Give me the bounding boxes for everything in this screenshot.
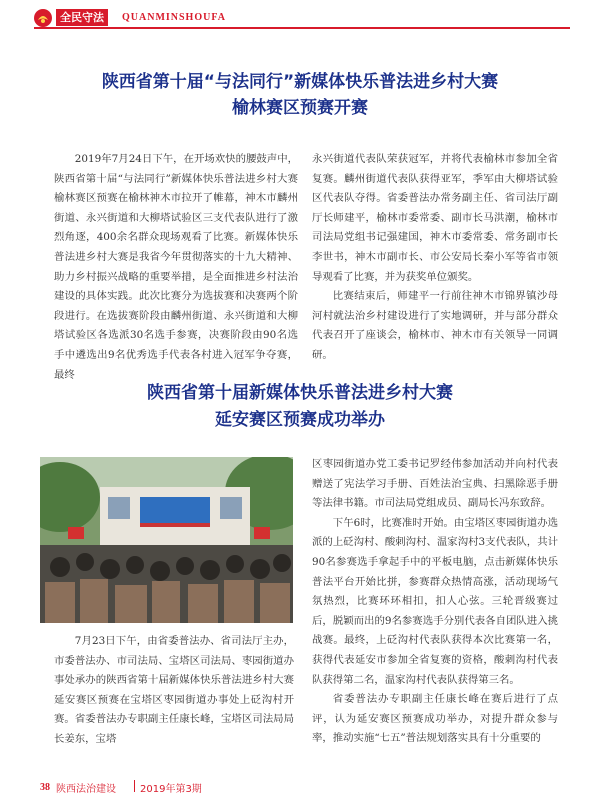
section-tag-pinyin: QUANMINSHOUFA: [122, 12, 226, 23]
page-number: 38: [40, 782, 50, 793]
article2-column-left: [54, 632, 294, 750]
article2-title-line1: 陕西省第十届新媒体快乐普法进乡村大赛: [147, 383, 453, 403]
article1-column-left: [54, 150, 298, 385]
article1-title-line1: 陕西省第十届“与法同行”新媒体快乐普法进乡村大赛: [101, 72, 499, 92]
emblem-icon: [34, 9, 52, 27]
article1-paragraph: 永兴街道代表队荣获冠军，并将代表榆林市参加全省复赛。麟州街道代表队获得亚军，季军由大柳塔试验区代表队夺得。省委普法办常务副主任、省司法厅副厅长师建平，榆林市委常委、副市长马洪潮，榆林市司法局党组书记强建国，神木市委常委、常务副市长李世书，神木市副市长、市公安局长秦小军等省市领导观看了比赛，并为获奖单位颁奖。: [312, 153, 558, 283]
article2-paragraph: 7月23日下午，由省委普法办、省司法厅主办，市委普法办、市司法局、宝塔区司法局、枣园街道办事处承办的陕西省第十届新媒体快乐普法进乡村大赛延安赛区预赛在宝塔区枣园街道办事处上砭沟村开赛。省委普法办专职副主任康长峰，宝塔区司法局局长姜东，宝塔: [54, 635, 294, 745]
header-rule: [34, 27, 570, 29]
article2-title-line2: 延安赛区预赛成功举办: [215, 410, 385, 430]
article1-title-line2: 榆林赛区预赛开赛: [232, 98, 368, 118]
section-header: [0, 0, 600, 48]
issue-label: 2019年第3期: [140, 784, 202, 795]
article2-paragraph: 省委普法办专职副主任康长峰在赛后进行了点评，认为延安赛区预赛成功举办，对提升群众参与率，推动实施“七五”普法规划落实具有十分重要的: [312, 693, 558, 745]
event-photo: [40, 457, 293, 623]
article1-paragraph: 比赛结束后，师建平一行前往神木市锦界镇沙母河村就法治乡村建设进行了实地调研，并与部分群众代表召开了座谈会，榆林市、神木市有关领导一同调研。: [312, 290, 558, 361]
page-footer: [0, 774, 600, 804]
article2-paragraph: 下午6时，比赛准时开始。由宝塔区枣园街道办选派的上砭沟村、酸刺沟村、温家沟村3支代表队，共计90名参赛选手拿起手中的平板电脑，点击新媒体快乐普法平台开始比拼，参赛群众热情高涨，活动现场气氛热烈，比赛环环相扣，扣人心弦。三轮晋级赛过后，脱颖而出的9名参赛选手分别代表各自团队进入挑战赛。最终，上砭沟村代表队获得本次比赛第一名，获得代表延安市参加全省复赛的资格，酸刺沟村代表队获得第二名，温家沟村代表队获得第三名。: [312, 516, 558, 686]
article2-paragraph: 区枣园街道办党工委书记罗经伟参加活动并向村代表赠送了宪法学习手册、百姓法治宝典、扫黑除恶手册等法律书籍。市司法局党组成员、副局长冯东致辞。: [312, 458, 558, 510]
article1-column-right: [312, 150, 558, 366]
article2-column-right: [312, 455, 558, 749]
footer-divider: [134, 780, 135, 792]
section-tag: 全民守法: [56, 9, 108, 26]
magazine-name: 陕西法治建设: [56, 784, 116, 795]
article1-paragraph: 2019年7月24日下午，在开场欢快的腰鼓声中，陕西省第十届“与法同行”新媒体快乐普法进乡村大赛榆林赛区预赛在榆林神木市拉开了帷幕，神木市麟州街道、永兴街道和大柳塔试验区三支代表队进行了激烈角逐，400余名群众现场观看了比赛。新媒体快乐普法进乡村大赛是我省今年贯彻落实的十九大精神、助力乡村振兴战略的重要举措，是全面推进乡村法治建设的具体实践。此次比赛分为选拔赛和决赛两个阶段进行。在选拔赛阶段由麟州街道、永兴街道和大柳塔试验区各选派30名选手参赛，决赛阶段由90名选手中遴选出9名优秀选手代表各村进入冠军争夺赛，最终: [54, 153, 298, 381]
